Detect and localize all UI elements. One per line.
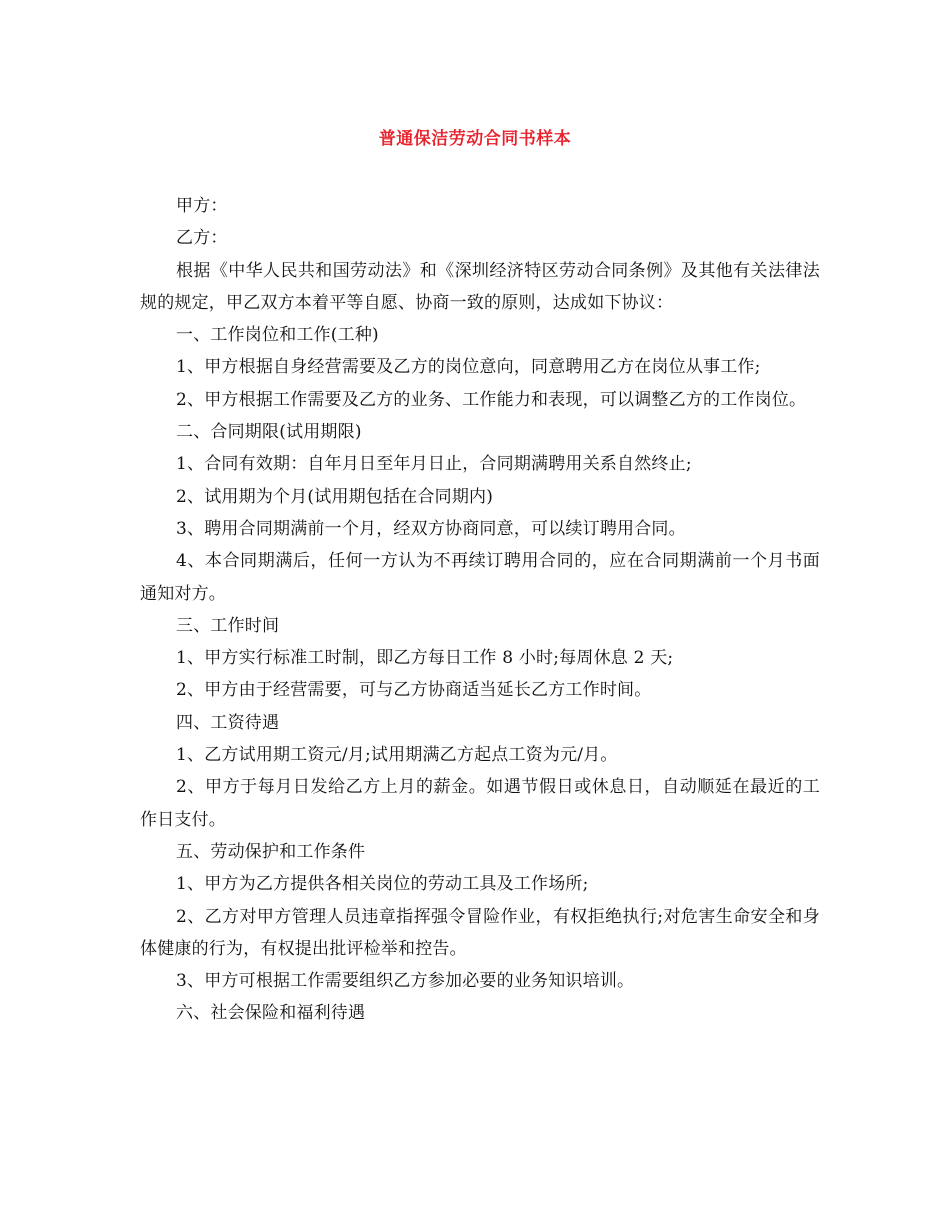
- clause-2-3: 3、聘用合同期满前一个月，经双方协商同意，可以续订聘用合同。: [176, 518, 686, 539]
- clause-3-1: 1、甲方实行标准工时制，即乙方每日工作 8 小时;每周休息 2 天;: [176, 648, 674, 669]
- document-body: [140, 190, 820, 1030]
- section-heading-3: 三、工作时间: [176, 615, 280, 636]
- section-heading-1: 一、工作岗位和工作(工种): [176, 325, 379, 346]
- clause-2-2: 2、试用期为个月(试用期包括在合同期内): [176, 486, 494, 507]
- clause-1-2: 2、甲方根据工作需要及乙方的业务、工作能力和表现，可以调整乙方的工作岗位。: [176, 389, 807, 410]
- document-title: 普通保洁劳动合同书样本: [378, 129, 572, 149]
- clause-3-2: 2、甲方由于经营需要，可与乙方协商适当延长乙方工作时间。: [176, 680, 652, 701]
- clause-4-1: 1、乙方试用期工资元/月;试用期满乙方起点工资为元/月。: [176, 745, 618, 766]
- section-heading-6: 六、社会保险和福利待遇: [176, 1003, 366, 1024]
- section-heading-5: 五、劳动保护和工作条件: [176, 841, 366, 862]
- clause-5-2: 2、乙方对甲方管理人员违章指挥强令冒险作业，有权拒绝执行;对危害生命安全和身体健康的行为，有权提出批评检举和控告。: [140, 906, 820, 959]
- clause-5-1: 1、甲方为乙方提供各相关岗位的劳动工具及工作场所;: [176, 874, 589, 895]
- clause-5-3: 3、甲方可根据工作需要组织乙方参加必要的业务知识培训。: [176, 971, 635, 992]
- clause-2-1: 1、合同有效期：自年月日至年月日止，合同期满聘用关系自然终止;: [176, 454, 692, 475]
- section-heading-2: 二、合同期限(试用期限): [176, 422, 362, 443]
- party-b-line: 乙方：: [176, 228, 228, 249]
- clause-1-1: 1、甲方根据自身经营需要及乙方的岗位意向，同意聘用乙方在岗位从事工作;: [176, 357, 761, 378]
- section-heading-4: 四、工资待遇: [176, 712, 280, 733]
- clause-2-4: 4、本合同期满后，任何一方认为不再续订聘用合同的，应在合同期满前一个月书面通知对方。: [140, 551, 820, 604]
- preamble-paragraph: 根据《中华人民共和国劳动法》和《深圳经济特区劳动合同条例》及其他有关法律法规的规定，甲乙双方本着平等自愿、协商一致的原则，达成如下协议：: [140, 260, 820, 313]
- clause-4-2: 2、甲方于每月日发给乙方上月的薪金。如遇节假日或休息日，自动顺延在最近的工作日支付。: [140, 777, 820, 830]
- party-a-line: 甲方：: [176, 196, 228, 216]
